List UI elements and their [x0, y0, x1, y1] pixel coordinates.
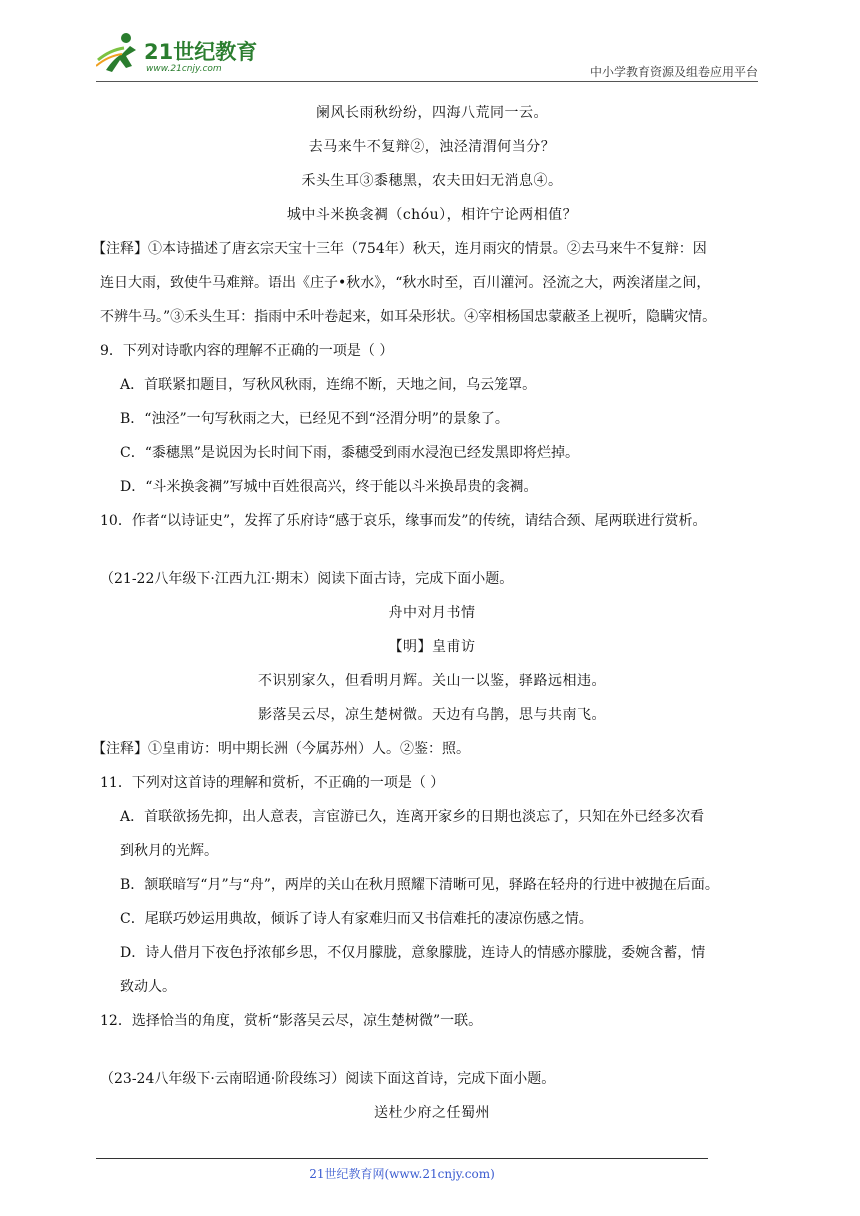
question-9-option-b[interactable]: B．“浊泾”一句写秋雨之大，已经见不到“泾渭分明”的景象了。	[120, 411, 509, 427]
page-header	[96, 30, 758, 82]
platform-title: 中小学教育资源及组卷应用平台	[589, 65, 758, 79]
poem-title: 舟中对月书情	[388, 605, 476, 621]
logo-text: 21世纪教育	[144, 40, 258, 64]
poem-line: 去马来牛不复辩②，浊泾清渭何当分？	[308, 139, 556, 155]
footer-divider	[96, 1158, 708, 1159]
question-11-stem: 11．下列对这首诗的理解和赏析，不正确的一项是（ ）	[100, 775, 445, 791]
question-10-stem: 10．作者“以诗证史”，发挥了乐府诗“感于哀乐，缘事而发”的传统，请结合颈、尾两联进行赏析。	[100, 513, 707, 529]
question-12-stem: 12．选择恰当的角度，赏析“影落吴云尽，凉生楚树微”一联。	[100, 1013, 483, 1029]
poem-note: 连日大雨，致使牛马难辩。语出《庄子•秋水》，“秋水时至，百川灌河。泾流之大，两涘渚崖之间，	[100, 275, 711, 291]
poem-line: 阑风长雨秋纷纷，四海八荒同一云。	[316, 105, 548, 121]
poem-line: 禾头生耳③黍穗黑，农夫田妇无消息④。	[301, 173, 563, 189]
poem-line: 影落吴云尽，凉生楚树微。天边有乌鹊，思与共南飞。	[258, 707, 606, 723]
poem-line: 城中斗米换衾裯（chóu），相许宁论两相值？	[286, 207, 578, 223]
poem-note: 【注释】①本诗描述了唐玄宗天宝十三年（754年）秋天，连月雨灾的情景。②去马来牛不复辩：因	[92, 241, 707, 257]
poem-title: 送杜少府之任蜀州	[374, 1105, 490, 1121]
spacer	[100, 538, 764, 562]
section-2-intro: （21-22八年级下·江西九江·期末）阅读下面古诗，完成下面小题。	[100, 571, 514, 587]
running-figure-icon	[96, 30, 144, 76]
document-body	[92, 96, 764, 1130]
spacer	[100, 1038, 764, 1062]
question-9-option-d[interactable]: D．“斗米换衾裯”写城中百姓很高兴，终于能以斗米换昂贵的衾裯。	[120, 479, 538, 495]
question-11-option-c[interactable]: C．尾联巧妙运用典故，倾诉了诗人有家难归而又书信难托的凄凉伤感之情。	[120, 911, 593, 927]
poem-line: 不识别家久，但看明月辉。关山一以鉴，驿路远相违。	[258, 673, 606, 689]
question-11-option-a[interactable]: A．首联欲扬先抑，出人意表，言宦游已久，连离开家乡的日期也淡忘了，只知在外已经多次看	[120, 809, 705, 825]
question-11-option-b[interactable]: B．颔联暗写“月”与“舟”，两岸的关山在秋月照耀下清晰可见，驿路在轻舟的行进中被抛在后面。	[120, 877, 719, 893]
poem-note: 不辨牛马。”③禾头生耳：指雨中禾叶卷起来，如耳朵形状。④宰相杨国忠蒙蔽圣上视听，隐瞒灾情。	[100, 309, 717, 325]
question-11-option-d[interactable]: D．诗人借月下夜色抒浓郁乡思，不仅月朦胧，意象朦胧，连诗人的情感亦朦胧，委婉含蓄，情	[120, 945, 706, 961]
question-9-option-a[interactable]: A．首联紧扣题目，写秋风秋雨，连绵不断，天地之间，乌云笼罩。	[120, 377, 537, 393]
question-11-option-d-cont: 致动人。	[120, 979, 176, 995]
section-3-intro: （23-24八年级下·云南昭通·阶段练习）阅读下面这首诗，完成下面小题。	[100, 1071, 556, 1087]
header-divider	[96, 81, 758, 82]
poem-author: 【明】皇甫访	[388, 639, 476, 655]
logo-url: www.21cnjy.com	[146, 64, 222, 74]
question-9-option-c[interactable]: C．“黍穗黑”是说因为长时间下雨，黍穗受到雨水浸泡已经发黑即将烂掉。	[120, 445, 580, 461]
footer-link[interactable]: 21世纪教育网(www.21cnjy.com)	[309, 1167, 495, 1181]
site-logo[interactable]	[96, 30, 266, 78]
poem-note: 【注释】①皇甫访：明中期长洲（今属苏州）人。②鉴：照。	[92, 741, 470, 757]
question-9-stem: 9．下列对诗歌内容的理解不正确的一项是（ ）	[100, 343, 394, 359]
question-11-option-a-cont: 到秋月的光辉。	[120, 843, 218, 859]
